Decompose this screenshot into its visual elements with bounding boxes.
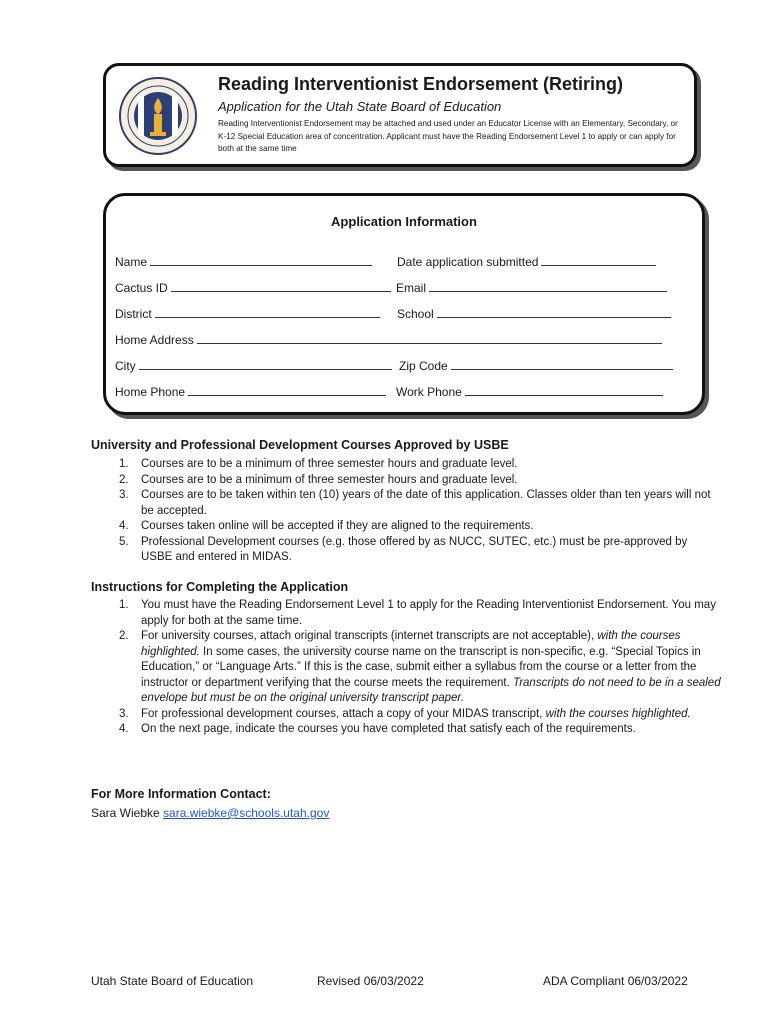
zip-code-field[interactable]: [451, 358, 673, 370]
endorsement-description: Reading Interventionist Endorsement may be attached and used under an Educator License with an Elementary, Secondary, or K-12 Special Education area of concentration. Applicant must have the Reading Endorsement Level 1 to apply or can apply for both at the same time: [218, 119, 678, 153]
header-box: [103, 63, 697, 167]
email-group: [396, 280, 667, 295]
home-address-field[interactable]: [197, 332, 662, 344]
zip-group: [399, 358, 673, 373]
footer-revised: Revised 06/03/2022: [317, 974, 424, 988]
list-item: 4. Courses taken online will be accepted if they are aligned to the requirements.: [119, 520, 534, 532]
contact-heading: For More Information Contact:: [91, 787, 271, 801]
date-submitted-label: Date application submitted: [397, 255, 539, 269]
email-field[interactable]: [429, 280, 667, 292]
application-information-box: [103, 193, 705, 415]
phone-row: [115, 384, 685, 399]
footer-ada: ADA Compliant 06/03/2022: [543, 974, 688, 988]
work-phone-field[interactable]: [465, 384, 663, 396]
list-item-text: For professional development courses, attach a copy of your MIDAS transcript,: [141, 707, 543, 720]
courses-list: [91, 457, 721, 566]
list-item-text: In some cases, the university course name on the transcript is non-specific, e.g. “Special Topics in Education,” or “Language Arts.” If this is the case, submit either a syllabus from the course or a letter from the instructor or department verifying that the course meets the requirement.: [141, 645, 701, 689]
contact-email-link[interactable]: sara.wiebke@schools.utah.gov: [163, 806, 330, 820]
cactus-row: [115, 280, 685, 295]
home-address-row: [115, 332, 685, 347]
name-field[interactable]: [150, 254, 372, 266]
instructions-heading: Instructions for Completing the Application: [91, 580, 349, 594]
list-item: 1. Courses are to be a minimum of three semester hours and graduate level.: [119, 458, 518, 470]
highlight-note: with the courses highlighted.: [141, 630, 681, 658]
list-item-text: You must have the Reading Endorsement Level 1 to apply for the Reading Interventionist Endorsement. You may apply for both at the same time.: [141, 599, 716, 627]
school-group: [397, 306, 671, 321]
courses-heading: University and Professional Development Courses Approved by USBE: [91, 438, 509, 452]
home-phone-label: Home Phone: [115, 385, 186, 399]
name-label: Name: [115, 255, 148, 269]
list-item-text: For university courses, attach original transcripts (internet transcripts are not acceptable),: [141, 630, 595, 642]
district-row: [115, 306, 685, 321]
date-submitted-field[interactable]: [541, 254, 656, 266]
utah-state-board-seal-icon: [118, 76, 198, 156]
work-phone-group: [396, 384, 663, 399]
page-title: Reading Interventionist Endorsement (Retiring): [218, 74, 624, 94]
zip-code-label: Zip Code: [399, 359, 448, 373]
contact-line: [91, 806, 329, 820]
school-field[interactable]: [437, 306, 671, 318]
date-submitted-group: [397, 254, 656, 269]
city-row: [115, 358, 685, 373]
list-item: 5. Professional Development courses (e.g. those offered by as NUCC, SUTEC, etc.) must be pre-approved by USBE and entered in MIDAS.: [119, 535, 688, 563]
work-phone-label: Work Phone: [396, 385, 462, 399]
cactus-id-label: Cactus ID: [115, 281, 168, 295]
list-item: 3. Courses are to be taken within ten (10) years of the date of this application. Classes older than ten years will not be accepted.: [119, 489, 711, 517]
application-information-title: Application Information: [331, 214, 477, 229]
instructions-list: [91, 598, 721, 738]
school-label: School: [397, 307, 434, 321]
home-address-label: Home Address: [115, 333, 194, 347]
list-item: 2. Courses are to be a minimum of three semester hours and graduate level.: [119, 473, 518, 486]
list-item: 4. On the next page, indicate the courses you have completed that satisfy each of the requirements.: [119, 723, 636, 735]
page-subtitle: Application for the Utah State Board of Education: [218, 99, 502, 114]
home-phone-field[interactable]: [188, 384, 386, 396]
list-item: 3. For professional development courses, attach a copy of your MIDAS transcript, with the courses highlighted.: [119, 707, 691, 720]
list-item-text: Courses are to be a minimum of three semester hours and graduate level.: [141, 458, 518, 470]
list-item-text: On the next page, indicate the courses you have completed that satisfy each of the requirements.: [141, 723, 636, 735]
list-item-text: Courses are to be taken within ten (10) years of the date of this application. Classes older than ten years will not be accepted.: [141, 489, 711, 517]
district-field[interactable]: [155, 306, 380, 318]
city-field[interactable]: [139, 358, 392, 370]
cactus-id-field[interactable]: [171, 280, 391, 292]
transcript-note: Transcripts do not need to be in a sealed envelope but must be on the original university transcript paper.: [141, 676, 721, 704]
list-item: 1. You must have the Reading Endorsement Level 1 to apply for the Reading Interventionist Endorsement. You may apply for both at the same time.: [119, 599, 716, 627]
city-label: City: [115, 359, 136, 373]
footer-org: Utah State Board of Education: [91, 974, 254, 988]
list-item: 2. For university courses, attach original transcripts (internet transcripts are not acceptable), with the courses highlighted. In some cases, the university course name on the transcript is non-specific, e.g. “Special Topics in Education,” or “Language Arts.” If this is the case, submit either a syllabus from the course or a letter from the instructor or department verifying that the course meets the requirement. Transcripts do not need to be in a sealed envelope but must be on the original university transcript paper.: [119, 630, 721, 704]
highlight-note: with the courses highlighted.: [545, 707, 691, 720]
email-label: Email: [396, 281, 427, 295]
contact-name: Sara Wiebke: [91, 806, 160, 820]
name-row: [115, 254, 685, 269]
district-label: District: [115, 307, 152, 321]
list-item-text: Courses are to be a minimum of three semester hours and graduate level.: [141, 473, 518, 486]
list-item-text: Professional Development courses (e.g. those offered by as NUCC, SUTEC, etc.) must be pre-approved by USBE and entered in MIDAS.: [141, 535, 688, 563]
list-item-text: Courses taken online will be accepted if they are aligned to the requirements.: [141, 520, 534, 532]
